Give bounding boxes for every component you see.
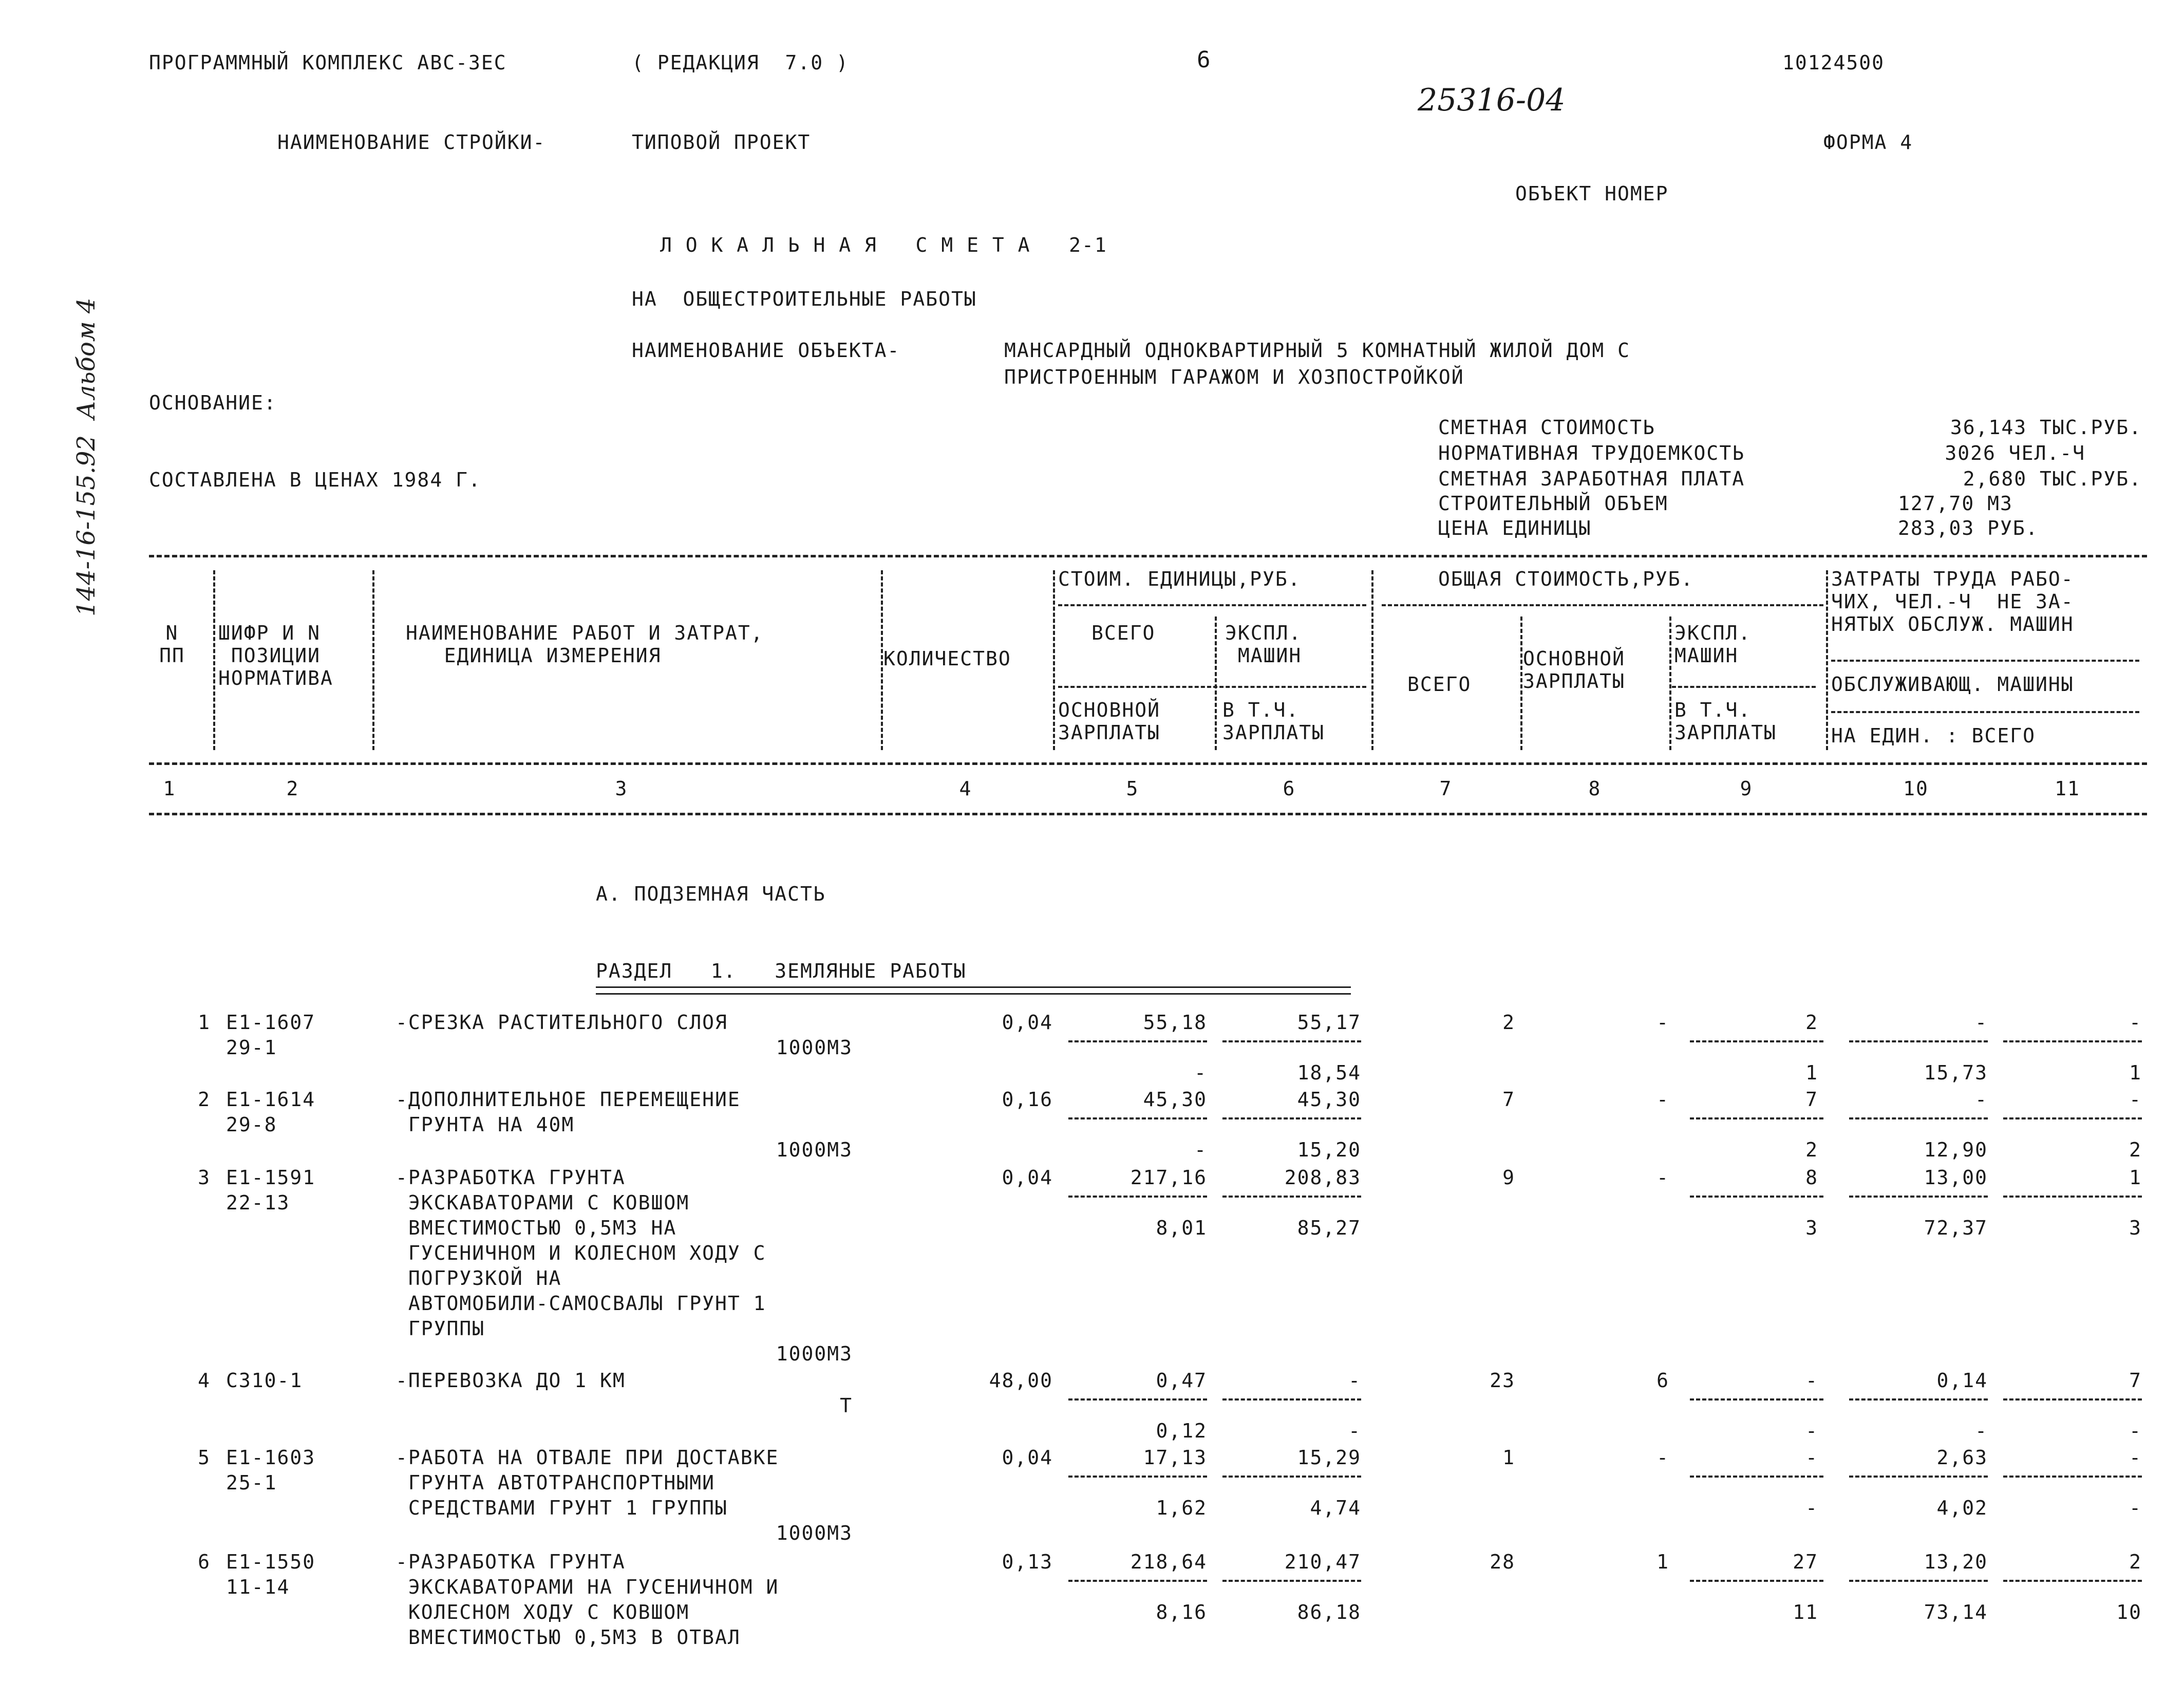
row-rule bbox=[2003, 1580, 2142, 1582]
row-unit: 1000М3 bbox=[776, 1138, 853, 1161]
row-number: 3 bbox=[198, 1166, 211, 1189]
row-name-line: -РАЗРАБОТКА ГРУНТА bbox=[396, 1166, 626, 1189]
page-number: 6 bbox=[1197, 47, 1212, 73]
labor-total-second: 1 bbox=[2129, 1061, 2142, 1084]
object-line-1: МАНСАРДНЫЙ ОДНОКВАРТИРНЫЙ 5 КОМНАТНЫЙ ЖИЛОЙ ДОМ С bbox=[1004, 339, 1631, 362]
total-incl-pay: 2 bbox=[1805, 1138, 1818, 1161]
column-number: 8 bbox=[1588, 777, 1602, 800]
document-title: Л О К А Л Ь Н А Я С М Е Т А 2-1 bbox=[660, 234, 1107, 256]
row-name-line: -ДОПОЛНИТЕЛЬНОЕ ПЕРЕМЕЩЕНИЕ bbox=[396, 1088, 741, 1111]
labor-total: - bbox=[2129, 1011, 2142, 1034]
total-base-pay-header: ОСНОВНОЙ ЗАРПЛАТЫ bbox=[1523, 647, 1626, 693]
division-underline bbox=[596, 986, 1351, 995]
total-base-pay: 6 bbox=[1656, 1369, 1669, 1392]
column-separator bbox=[1669, 617, 1671, 750]
total-machines: 2 bbox=[1805, 1011, 1818, 1034]
row-code-sub: 11-14 bbox=[226, 1576, 290, 1598]
row-number: 1 bbox=[198, 1011, 211, 1034]
labor-total: 2 bbox=[2129, 1551, 2142, 1573]
column-separator bbox=[1215, 617, 1217, 750]
unit-incl-pay: 85,27 bbox=[1297, 1217, 1361, 1239]
row-rule bbox=[1849, 1398, 1988, 1401]
rule bbox=[1831, 660, 2139, 662]
total-base-pay: - bbox=[1656, 1088, 1669, 1111]
labor-unit-second: 72,37 bbox=[1924, 1217, 1988, 1239]
unit-total-header: ВСЕГО bbox=[1091, 622, 1156, 644]
row-number: 4 bbox=[198, 1369, 211, 1392]
row-rule bbox=[2003, 1196, 2142, 1198]
unit-base-pay: - bbox=[1194, 1061, 1207, 1084]
row-rule bbox=[1068, 1476, 1207, 1478]
labor-total-second: 3 bbox=[2129, 1217, 2142, 1239]
col-code-header: ШИФР И N ПОЗИЦИИ НОРМАТИВА bbox=[218, 622, 333, 689]
labor-total: 7 bbox=[2129, 1369, 2142, 1392]
labor-header: ЗАТРАТЫ ТРУДА РАБО- ЧИХ, ЧЕЛ.-Ч НЕ ЗА- НЯТЫХ ОБСЛУЖ. МАШИН bbox=[1831, 568, 2074, 636]
row-rule bbox=[1068, 1117, 1207, 1119]
col-number-header: N ПП bbox=[159, 622, 185, 667]
unit-machines: 210,47 bbox=[1284, 1551, 1361, 1573]
program-name: ПРОГРАММНЫЙ КОМПЛЕКС АВС-3ЕС bbox=[149, 51, 507, 74]
row-quantity: 0,16 bbox=[1002, 1088, 1053, 1111]
unit-total: 55,18 bbox=[1143, 1011, 1207, 1034]
total-all: 7 bbox=[1502, 1088, 1515, 1111]
unit-incl-pay: - bbox=[1348, 1420, 1361, 1442]
row-rule bbox=[1222, 1398, 1361, 1401]
column-separator bbox=[881, 570, 883, 750]
row-name-line: ГРУНТА НА 40М bbox=[396, 1113, 575, 1136]
total-incl-pay: 1 bbox=[1805, 1061, 1818, 1084]
total-machines-header: ЭКСПЛ. МАШИН bbox=[1674, 622, 1752, 667]
column-number: 6 bbox=[1283, 777, 1296, 800]
row-unit: 1000М3 bbox=[776, 1036, 853, 1059]
summary-value: 3026 ЧЕЛ.-Ч bbox=[1945, 442, 2085, 464]
column-separator bbox=[1520, 617, 1522, 750]
row-rule bbox=[1690, 1580, 1823, 1582]
column-number: 11 bbox=[2055, 777, 2080, 800]
col-name-header: НАИМЕНОВАНИЕ РАБОТ И ЗАТРАТ, ЕДИНИЦА ИЗМЕРЕНИЯ bbox=[406, 622, 764, 667]
total-all: 2 bbox=[1502, 1011, 1515, 1034]
summary-label: ЦЕНА ЕДИНИЦЫ bbox=[1438, 517, 1592, 539]
total-base-pay: - bbox=[1656, 1446, 1669, 1469]
column-number: 3 bbox=[615, 777, 628, 800]
unit-base-pay-header: ОСНОВНОЙ ЗАРПЛАТЫ bbox=[1058, 699, 1161, 744]
rule bbox=[1382, 604, 1823, 606]
total-all: 28 bbox=[1490, 1551, 1515, 1573]
total-incl-pay-header: В Т.Ч. ЗАРПЛАТЫ bbox=[1674, 699, 1777, 744]
column-number: 7 bbox=[1439, 777, 1453, 800]
rule bbox=[1672, 686, 1816, 688]
summary-value: 36,143 ТЫС.РУБ. bbox=[1950, 416, 2142, 439]
row-quantity: 0,04 bbox=[1002, 1446, 1053, 1469]
unit-incl-pay: 4,74 bbox=[1310, 1497, 1361, 1519]
row-rule bbox=[1222, 1117, 1361, 1119]
total-all: 9 bbox=[1502, 1166, 1515, 1189]
row-unit: Т bbox=[840, 1394, 853, 1417]
unit-machines: 45,30 bbox=[1297, 1088, 1361, 1111]
summary-value: 2,680 ТЫС.РУБ. bbox=[1963, 468, 2142, 490]
summary-value: 283,03 РУБ. bbox=[1898, 517, 2039, 539]
total-machines: 27 bbox=[1793, 1551, 1818, 1573]
summary-label: СМЕТНАЯ СТОИМОСТЬ bbox=[1438, 416, 1655, 439]
column-number: 2 bbox=[286, 777, 299, 800]
column-number: 9 bbox=[1740, 777, 1753, 800]
unit-total: 45,30 bbox=[1143, 1088, 1207, 1111]
row-name-line: -СРЕЗКА РАСТИТЕЛЬНОГО СЛОЯ bbox=[396, 1011, 728, 1034]
rule bbox=[1831, 711, 2139, 713]
object-label: НАИМЕНОВАНИЕ ОБЪЕКТА- bbox=[632, 339, 900, 362]
row-rule bbox=[1849, 1476, 1988, 1478]
rule bbox=[1058, 686, 1366, 688]
row-quantity: 0,04 bbox=[1002, 1011, 1053, 1034]
total-machines: - bbox=[1805, 1369, 1818, 1392]
labor-unit-second: 73,14 bbox=[1924, 1601, 1988, 1623]
row-code: Е1-1607 bbox=[226, 1011, 316, 1034]
total-all-header: ВСЕГО bbox=[1407, 673, 1472, 696]
row-rule bbox=[1222, 1580, 1361, 1582]
row-unit: 1000М3 bbox=[776, 1522, 853, 1544]
rule bbox=[1058, 604, 1366, 606]
labor-total: 1 bbox=[2129, 1166, 2142, 1189]
handwritten-code: 25316-04 bbox=[1418, 82, 1566, 118]
unit-machines: 15,29 bbox=[1297, 1446, 1361, 1469]
column-separator bbox=[213, 570, 215, 750]
total-base-pay: 1 bbox=[1656, 1551, 1669, 1573]
row-name-line: ГРУППЫ bbox=[396, 1317, 485, 1340]
column-number: 1 bbox=[163, 777, 176, 800]
total-base-pay: - bbox=[1656, 1166, 1669, 1189]
unit-machines: 208,83 bbox=[1284, 1166, 1361, 1189]
document-subtitle: НА ОБЩЕСТРОИТЕЛЬНЫЕ РАБОТЫ bbox=[632, 288, 977, 310]
object-number: ОБЪЕКТ НОМЕР bbox=[1515, 182, 1669, 205]
row-quantity: 0,04 bbox=[1002, 1166, 1053, 1189]
row-name-line: -ПЕРЕВОЗКА ДО 1 КМ bbox=[396, 1369, 626, 1392]
header-rule bbox=[149, 762, 2147, 765]
summary-label: СТРОИТЕЛЬНЫЙ ОБЪЕМ bbox=[1438, 492, 1668, 515]
row-code-sub: 29-8 bbox=[226, 1113, 277, 1136]
column-number: 4 bbox=[959, 777, 972, 800]
summary-label: НОРМАТИВНАЯ ТРУДОЕМКОСТЬ bbox=[1438, 442, 1745, 464]
row-number: 6 bbox=[198, 1551, 211, 1573]
labor-unit: 2,63 bbox=[1936, 1446, 1988, 1469]
row-rule bbox=[1068, 1040, 1207, 1042]
unit-machines-header: ЭКСПЛ. МАШИН bbox=[1225, 622, 1302, 667]
row-rule bbox=[1849, 1580, 1988, 1582]
column-separator bbox=[1826, 570, 1828, 750]
row-unit: 1000М3 bbox=[776, 1342, 853, 1365]
row-quantity: 48,00 bbox=[989, 1369, 1053, 1392]
row-rule bbox=[1690, 1040, 1823, 1042]
unit-base-pay: 1,62 bbox=[1156, 1497, 1207, 1519]
labor-unit-second: 4,02 bbox=[1936, 1497, 1988, 1519]
unit-incl-pay: 15,20 bbox=[1297, 1138, 1361, 1161]
row-quantity: 0,13 bbox=[1002, 1551, 1053, 1573]
form-label: ФОРМА 4 bbox=[1823, 131, 1913, 154]
row-rule bbox=[1849, 1196, 1988, 1198]
unit-total: 17,13 bbox=[1143, 1446, 1207, 1469]
labor-sub-header: ОБСЛУЖИВАЮЩ. МАШИНЫ bbox=[1831, 673, 2074, 696]
row-rule bbox=[1849, 1117, 1988, 1119]
unit-base-pay: 0,12 bbox=[1156, 1420, 1207, 1442]
unit-incl-pay-header: В Т.Ч. ЗАРПЛАТЫ bbox=[1222, 699, 1325, 744]
unit-cost-header: СТОИМ. ЕДИНИЦЫ,РУБ. bbox=[1058, 568, 1301, 590]
row-name-line: ЭКСКАВАТОРАМИ НА ГУСЕНИЧНОМ И bbox=[396, 1576, 779, 1598]
prices-note: СОСТАВЛЕНА В ЦЕНАХ 1984 Г. bbox=[149, 469, 481, 491]
labor-total-second: 10 bbox=[2116, 1601, 2142, 1623]
total-incl-pay: 3 bbox=[1805, 1217, 1818, 1239]
row-rule bbox=[2003, 1398, 2142, 1401]
row-code: С310-1 bbox=[226, 1369, 303, 1392]
row-code-sub: 29-1 bbox=[226, 1036, 277, 1059]
row-code: Е1-1550 bbox=[226, 1551, 316, 1573]
part-heading: А. ПОДЗЕМНАЯ ЧАСТЬ bbox=[596, 883, 826, 905]
row-rule bbox=[2003, 1476, 2142, 1478]
header-rule bbox=[149, 555, 2147, 557]
edition: ( РЕДАКЦИЯ 7.0 ) bbox=[632, 51, 849, 74]
row-rule bbox=[1068, 1196, 1207, 1198]
doc-code: 10124500 bbox=[1782, 51, 1885, 74]
total-all: 23 bbox=[1490, 1369, 1515, 1392]
row-name-line: ГРУНТА АВТОТРАНСПОРТНЫМИ bbox=[396, 1471, 715, 1494]
summary-value: 127,70 М3 bbox=[1898, 492, 2013, 515]
row-rule bbox=[1068, 1398, 1207, 1401]
labor-unit: - bbox=[1975, 1011, 1988, 1034]
labor-total-second: - bbox=[2129, 1497, 2142, 1519]
labor-unit: 13,20 bbox=[1924, 1551, 1988, 1573]
unit-total: 0,47 bbox=[1156, 1369, 1207, 1392]
row-number: 2 bbox=[198, 1088, 211, 1111]
col-quantity-header: КОЛИЧЕСТВО bbox=[883, 647, 1011, 670]
division-heading: РАЗДЕЛ 1. ЗЕМЛЯНЫЕ РАБОТЫ bbox=[596, 960, 967, 982]
unit-machines: 55,17 bbox=[1297, 1011, 1361, 1034]
labor-total: - bbox=[2129, 1446, 2142, 1469]
row-name-line: СРЕДСТВАМИ ГРУНТ 1 ГРУППЫ bbox=[396, 1497, 728, 1519]
labor-unit-second: - bbox=[1975, 1420, 1988, 1442]
column-separator bbox=[1371, 570, 1373, 750]
row-name-line: -РАБОТА НА ОТВАЛЕ ПРИ ДОСТАВКЕ bbox=[396, 1446, 779, 1469]
row-name-line: ЭКСКАВАТОРАМИ С КОВШОМ bbox=[396, 1191, 690, 1214]
row-name-line: КОЛЕСНОМ ХОДУ С КОВШОМ bbox=[396, 1601, 690, 1623]
row-name-line: -РАЗРАБОТКА ГРУНТА bbox=[396, 1551, 626, 1573]
column-number: 5 bbox=[1126, 777, 1139, 800]
column-number: 10 bbox=[1903, 777, 1929, 800]
row-rule bbox=[1068, 1580, 1207, 1582]
row-number: 5 bbox=[198, 1446, 211, 1469]
labor-unit: - bbox=[1975, 1088, 1988, 1111]
row-rule bbox=[1690, 1398, 1823, 1401]
unit-incl-pay: 18,54 bbox=[1297, 1061, 1361, 1084]
labor-unit-second: 15,73 bbox=[1924, 1061, 1988, 1084]
labor-unit-second: 12,90 bbox=[1924, 1138, 1988, 1161]
row-code: Е1-1614 bbox=[226, 1088, 316, 1111]
row-name-line: ГУСЕНИЧНОМ И КОЛЕСНОМ ХОДУ С bbox=[396, 1242, 766, 1264]
labor-total: - bbox=[2129, 1088, 2142, 1111]
total-base-pay: - bbox=[1656, 1011, 1669, 1034]
total-machines: - bbox=[1805, 1446, 1818, 1469]
total-machines: 8 bbox=[1805, 1166, 1818, 1189]
column-separator bbox=[1053, 570, 1055, 750]
row-rule bbox=[1222, 1476, 1361, 1478]
total-all: 1 bbox=[1502, 1446, 1515, 1469]
row-rule bbox=[1222, 1040, 1361, 1042]
total-machines: 7 bbox=[1805, 1088, 1818, 1111]
labor-total-second: 2 bbox=[2129, 1138, 2142, 1161]
column-separator bbox=[372, 570, 374, 750]
unit-machines: - bbox=[1348, 1369, 1361, 1392]
row-code: Е1-1591 bbox=[226, 1166, 316, 1189]
construction-value: ТИПОВОЙ ПРОЕКТ bbox=[632, 131, 811, 154]
header-rule bbox=[149, 813, 2147, 815]
side-note: 144-16-155.92 Альбом 4 bbox=[72, 297, 101, 617]
row-rule bbox=[1690, 1196, 1823, 1198]
row-name-line: ВМЕСТИМОСТЬЮ 0,5М3 В ОТВАЛ bbox=[396, 1626, 741, 1649]
labor-unit: 0,14 bbox=[1936, 1369, 1988, 1392]
unit-base-pay: 8,16 bbox=[1156, 1601, 1207, 1623]
unit-total: 218,64 bbox=[1130, 1551, 1207, 1573]
row-name-line: ПОГРУЗКОЙ НА bbox=[396, 1267, 562, 1290]
row-rule bbox=[2003, 1117, 2142, 1119]
labor-total-second: - bbox=[2129, 1420, 2142, 1442]
row-rule bbox=[2003, 1040, 2142, 1042]
row-rule bbox=[1690, 1117, 1823, 1119]
row-rule bbox=[1849, 1040, 1988, 1042]
row-name-line: ВМЕСТИМОСТЬЮ 0,5М3 НА bbox=[396, 1217, 677, 1239]
unit-base-pay: 8,01 bbox=[1156, 1217, 1207, 1239]
row-name-line: АВТОМОБИЛИ-САМОСВАЛЫ ГРУНТ 1 bbox=[396, 1292, 766, 1315]
object-line-2: ПРИСТРОЕННЫМ ГАРАЖОМ И ХОЗПОСТРОЙКОЙ bbox=[1004, 366, 1464, 388]
unit-total: 217,16 bbox=[1130, 1166, 1207, 1189]
summary-label: СМЕТНАЯ ЗАРАБОТНАЯ ПЛАТА bbox=[1438, 468, 1745, 490]
basis-label: ОСНОВАНИЕ: bbox=[149, 391, 277, 414]
unit-incl-pay: 86,18 bbox=[1297, 1601, 1361, 1623]
row-code-sub: 22-13 bbox=[226, 1191, 290, 1214]
unit-base-pay: - bbox=[1194, 1138, 1207, 1161]
total-incl-pay: 11 bbox=[1793, 1601, 1818, 1623]
row-code-sub: 25-1 bbox=[226, 1471, 277, 1494]
row-rule bbox=[1690, 1476, 1823, 1478]
labor-unit: 13,00 bbox=[1924, 1166, 1988, 1189]
total-incl-pay: - bbox=[1805, 1420, 1818, 1442]
row-code: Е1-1603 bbox=[226, 1446, 316, 1469]
total-cost-header: ОБЩАЯ СТОИМОСТЬ,РУБ. bbox=[1438, 568, 1694, 590]
labor-unit-header: НА ЕДИН. : ВСЕГО bbox=[1831, 724, 2036, 747]
construction-label: НАИМЕНОВАНИЕ СТРОЙКИ- bbox=[277, 131, 546, 154]
row-rule bbox=[1222, 1196, 1361, 1198]
total-incl-pay: - bbox=[1805, 1497, 1818, 1519]
